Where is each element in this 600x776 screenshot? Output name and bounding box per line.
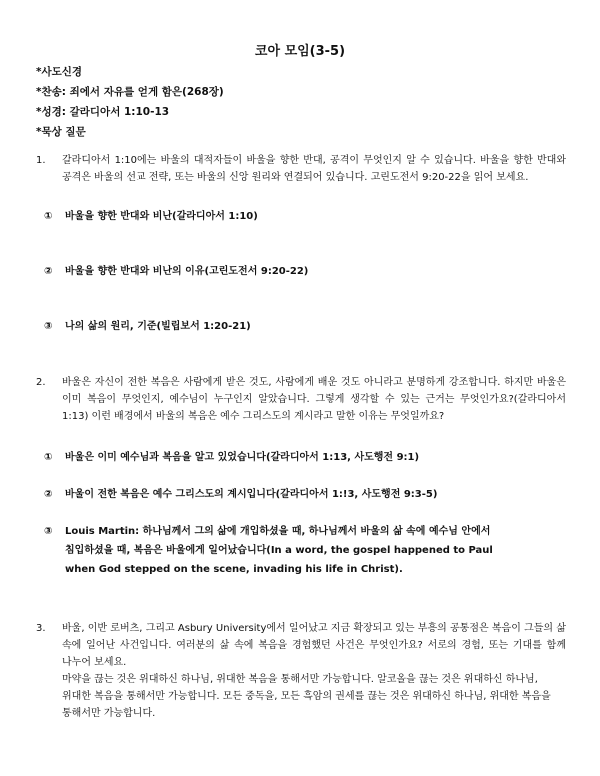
page-title: 코아 모임(3-5) (254, 44, 346, 59)
circled-number-marker: ③ (44, 526, 53, 537)
circled-number-marker: ② (44, 489, 53, 500)
question-number: 1. (36, 155, 46, 166)
subitem-text: Louis Martin: 하나님께서 그의 삶에 개입하셨을 때, 하나님께서 바울의 삶 속에 예수님 안에서 침입하셨을 때, 복음은 바울에게 일어났습니다(In a word, the gospel happened to Paul when God stepped on the scene, invading his life in Christ). (65, 526, 493, 575)
creed-line: *사도신경 (36, 66, 83, 78)
circled-number-marker: ② (44, 266, 53, 277)
subitem-text: 바울을 향한 반대와 비난의 이유(고린도전서 9:20-22) (65, 266, 309, 277)
subitem-text: 바울이 전한 복음은 예수 그리스도의 계시입니다(갈라디아서 1:!3, 사도행전 9:3-5) (65, 489, 438, 500)
question-3-note: 마약을 끊는 것은 위대하신 하나님, 위대한 복음을 통해서만 가능합니다. 알코올을 끊는 것은 위대하신 하나님, 위대한 복음을 통해서만 가능합니다. 모든 중독을, 모든 흑암의 권세를 끊는 것은 위대하신 하나님, 위대한 복음을 통해서만 가능합니다. (62, 674, 551, 719)
meeting-order-list (36, 62, 556, 142)
circled-number-marker: ① (44, 211, 53, 222)
circled-number-marker: ③ (44, 321, 53, 332)
meditation-heading: *묵상 질문 (36, 126, 86, 138)
subitem-text: 바울은 이미 예수님과 복음을 알고 있었습니다(갈라디아서 1:13, 사도행전 9:1) (65, 452, 420, 463)
question-text: 갈라디아서 1:10에는 바울의 대적자들이 바울을 향한 반대, 공격이 무엇인지 알 수 있습니다. 바울을 향한 반대와 공격은 바울의 선교 전략, 또는 바울의 신앙 원리와 연결되어 있습니다. 고린도전서 9:20-22을 읽어 보세요. (62, 155, 566, 183)
scripture-line: *성경: 갈라디아서 1:10-13 (36, 106, 170, 118)
hymn-line: *찬송: 죄에서 자유를 얻게 함은(268장) (36, 86, 224, 98)
subitem-text: 바울을 향한 반대와 비난(갈라디아서 1:10) (65, 211, 258, 222)
subitem-text: 나의 삶의 원리, 기준(빌립보서 1:20-21) (65, 321, 251, 332)
question-number: 2. (36, 377, 46, 388)
question-text: 바울은 자신이 전한 복음은 사람에게 받은 것도, 사람에게 배운 것도 아니라고 분명하게 강조합니다. 하지만 바울은 이미 복음이 무엇인지, 예수님이 누구인지 알았습니다. 그렇게 생각할 수 있는 근거는 무엇인가요?(갈라디아서 1:13) 이런 배경에서 바울의 복음은 예수 그리스도의 계시라고 말한 이유는 무엇일까요? (62, 377, 566, 422)
circled-number-marker: ① (44, 452, 53, 463)
question-number: 3. (36, 623, 46, 634)
question-text: 바울, 이반 로버츠, 그리고 Asbury University에서 일어났고 지금 확장되고 있는 부흥의 공통점은 복음이 그들의 삶 속에 일어난 사건입니다. 여러분의 삶 속에 복음을 경험했던 사건은 무엇인가요? 서로의 경험, 또는 기대를 함께 나누어 보세요. (62, 623, 566, 668)
